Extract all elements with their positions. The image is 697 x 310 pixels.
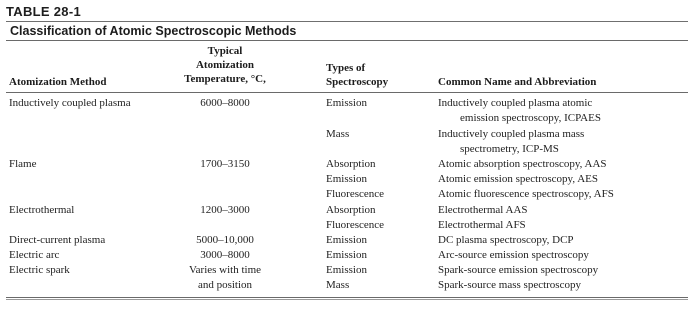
cell-temp: 6000–8000 (200, 97, 250, 109)
cell-type: Fluorescence (326, 188, 385, 200)
cell-method: Electric arc (9, 249, 60, 261)
header-temperature: Typical Atomization Temperature, °C, (184, 45, 266, 85)
cell-type: Absorption (326, 158, 376, 170)
cell-type: Emission (326, 97, 367, 109)
rule-header (6, 92, 688, 93)
cell-method: Inductively coupled plasma (9, 97, 131, 109)
cell-type: Absorption (326, 204, 376, 216)
cell-common-name: Atomic emission spectroscopy, AES (438, 173, 598, 185)
cell-method: Electrothermal (9, 204, 75, 216)
cell-temp: 5000–10,000 (196, 234, 254, 246)
cell-common-name: Arc-source emission spectroscopy (438, 249, 589, 261)
cell-type: Emission (326, 234, 367, 246)
rule-bottom-secondary (6, 299, 688, 300)
rule-bottom (6, 297, 688, 298)
table-label: TABLE 28-1 (6, 4, 81, 19)
cell-common-name: Spark-source emission spectroscopy (438, 264, 599, 276)
cell-temp: 3000–8000 (200, 249, 250, 261)
cell-method: Flame (9, 158, 37, 170)
cell-common-name: Electrothermal AFS (438, 219, 526, 231)
rule-top (6, 40, 688, 41)
cell-type: Mass (326, 279, 350, 291)
header-method: Atomization Method (9, 76, 107, 88)
cell-temp: Varies with time (188, 264, 262, 276)
cell-type: Fluorescence (326, 219, 385, 231)
cell-common-name: Atomic absorption spectroscopy, AAS (438, 158, 607, 170)
cell-temp: 1700–3150 (200, 158, 250, 170)
cell-temp-continued: and position (197, 279, 253, 291)
cell-type: Emission (326, 173, 367, 185)
cell-type: Emission (326, 249, 367, 261)
cell-common-name: DC plasma spectroscopy, DCP (438, 234, 574, 246)
cell-common-name: Atomic fluorescence spectroscopy, AFS (438, 188, 614, 200)
cell-common-name: Inductively coupled plasma mass spectrometry, ICP-MS (438, 128, 585, 155)
cell-type: Mass (326, 128, 350, 140)
cell-method: Electric spark (9, 264, 70, 276)
cell-temp: 1200–3000 (200, 204, 250, 216)
table-caption: Classification of Atomic Spectroscopic Methods (10, 24, 297, 38)
header-types: Types of Spectroscopy (326, 62, 389, 88)
cell-common-name: Spark-source mass spectroscopy (438, 279, 581, 291)
table-caption-bar (6, 21, 688, 41)
cell-common-name: Electrothermal AAS (438, 204, 528, 216)
cell-common-name: Inductively coupled plasma atomic emission spectroscopy, ICPAES (438, 97, 601, 124)
cell-method: Direct-current plasma (9, 234, 106, 246)
cell-type: Emission (326, 264, 367, 276)
header-common-name: Common Name and Abbreviation (438, 76, 597, 88)
